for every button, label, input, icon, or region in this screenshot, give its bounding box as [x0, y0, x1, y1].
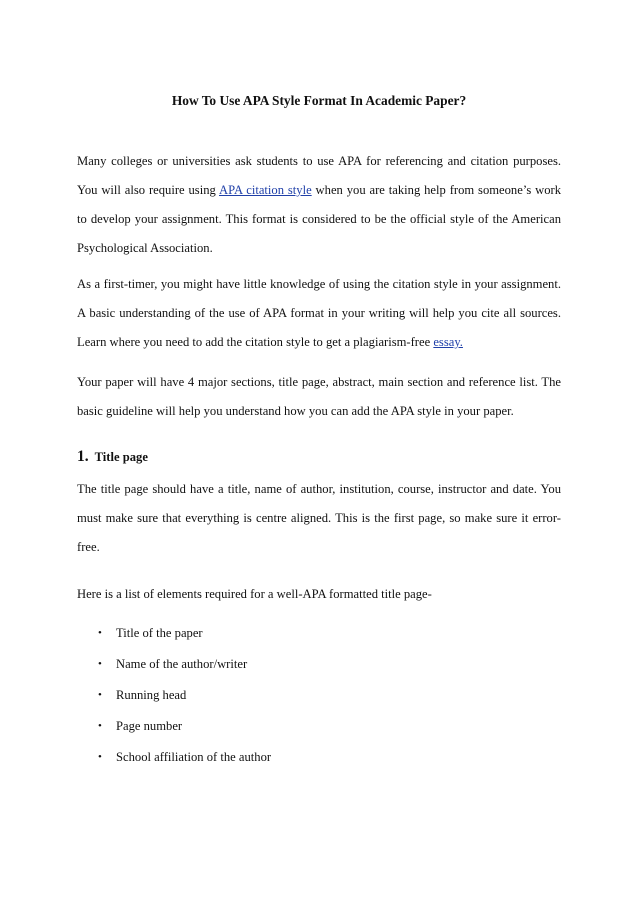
section-heading-title-page	[77, 441, 148, 468]
paragraph-sections: Your paper will have 4 major sections, title page, abstract, main section and reference list. The basic guideline will help you understand how you can add the APA style in your paper.	[77, 375, 561, 418]
bullet-icon: •	[98, 720, 102, 732]
bullet-icon: •	[98, 689, 102, 701]
essay-link[interactable]: essay.	[433, 335, 463, 349]
list-item-text: Running head	[116, 688, 187, 702]
bullet-icon: •	[98, 627, 102, 639]
apa-citation-style-link[interactable]: APA citation style	[219, 183, 312, 197]
paragraph-title-page: The title page should have a title, name of author, institution, course, instructor and date. You must make sure that everything is centre aligned. This is the first page, so make sure it error-free.	[77, 482, 561, 554]
bullet-icon: •	[98, 658, 102, 670]
paragraph-intro	[77, 147, 561, 263]
list-item-text: Page number	[116, 719, 183, 733]
section-heading-text: Title page	[94, 450, 148, 464]
paragraph-intro-text-2: when you are taking help from someone’s work to develop your assignment. This format is considered to be the official style of the American Psychological Association.	[77, 183, 561, 255]
document-title: How To Use APA Style Format In Academic Paper?	[171, 93, 467, 108]
paragraph-intro-text-1: Many colleges or universities ask students to use APA for referencing and citation purposes. You will also require using	[77, 154, 561, 197]
list-item-text: School affiliation of the author	[116, 750, 272, 764]
section-number: 1.	[77, 448, 89, 465]
list-item-text: Name of the author/writer	[116, 657, 248, 671]
paragraph-elements-list-intro: Here is a list of elements required for a well-APA formatted title page-	[77, 587, 432, 601]
bullet-icon: •	[98, 751, 102, 763]
paragraph-first-timer	[77, 270, 561, 357]
paragraph-first-timer-text: As a first-timer, you might have little knowledge of using the citation style in your assignment. A basic understanding of the use of APA format in your writing will help you cite all sources. Learn where you need to add the citation style to get a plagiarism-free	[77, 277, 561, 349]
list-item-text: Title of the paper	[116, 626, 203, 640]
